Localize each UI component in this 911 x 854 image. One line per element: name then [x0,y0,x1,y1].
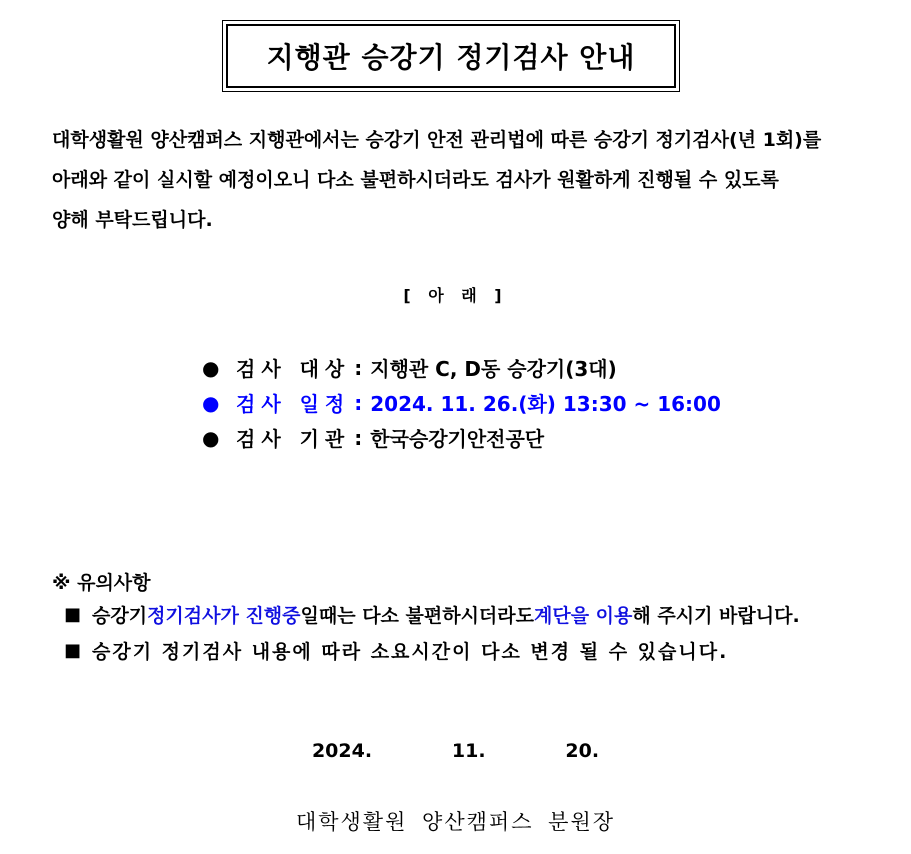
detail-label: 검사 대상 [236,357,351,381]
detail-value: 지행관 C, D동 승강기(3대) [370,357,617,381]
note-text: 해 주시기 바랍니다. [632,604,800,627]
intro-paragraph [52,120,860,240]
note-text: 승강기 [92,604,148,627]
notes-section [52,566,800,668]
note-item [52,632,800,668]
signature: 대학생활원 양산캠퍼스 분원장 [295,810,616,834]
note-highlight: 계단을 이용 [534,604,633,627]
page-title: 지행관 승강기 정기검사 안내 [266,41,636,74]
intro-line-2: 아래와 같이 실시할 예정이오니 다소 불편하시더라도 검사가 원활하게 진행될 수 있도록 [52,169,779,191]
detail-separator: : [354,355,363,380]
note-item [52,596,800,632]
detail-separator: : [354,425,363,450]
bullet-icon: ● [202,390,220,415]
intro-line-3: 양해 부탁드립니다. [52,209,213,231]
title-box [222,20,680,92]
notice-date: 2024. 11. 20. [311,740,600,762]
notes-header: ※ 유의사항 [52,571,151,594]
note-text: 일때는 다소 불편하시더라도 [300,604,534,627]
detail-row-target [202,350,721,385]
square-bullet-icon: ■ [64,639,84,661]
bullet-icon: ● [202,355,220,380]
square-bullet-icon: ■ [64,603,82,625]
bullet-icon: ● [202,425,220,450]
details-list [202,350,721,455]
detail-label: 검사 일정 [236,392,351,416]
title-inner-border [226,24,676,88]
detail-row-agency [202,420,721,455]
section-label: [ 아 래 ] [403,286,508,305]
detail-value: 2024. 11. 26.(화) 13:30 ~ 16:00 [370,392,721,416]
detail-separator: : [354,390,363,415]
detail-row-schedule [202,385,721,420]
note-highlight: 정기검사가 진행중 [147,604,301,627]
detail-value: 한국승강기안전공단 [370,427,545,451]
intro-line-1: 대학생활원 양산캠퍼스 지행관에서는 승강기 안전 관리법에 따른 승강기 정기검사(년 1회)를 [52,129,822,151]
note-text: 승강기 정기검사 내용에 따라 소요시간이 다소 변경 될 수 있습니다. [92,640,729,663]
detail-label: 검사 기관 [236,427,351,451]
